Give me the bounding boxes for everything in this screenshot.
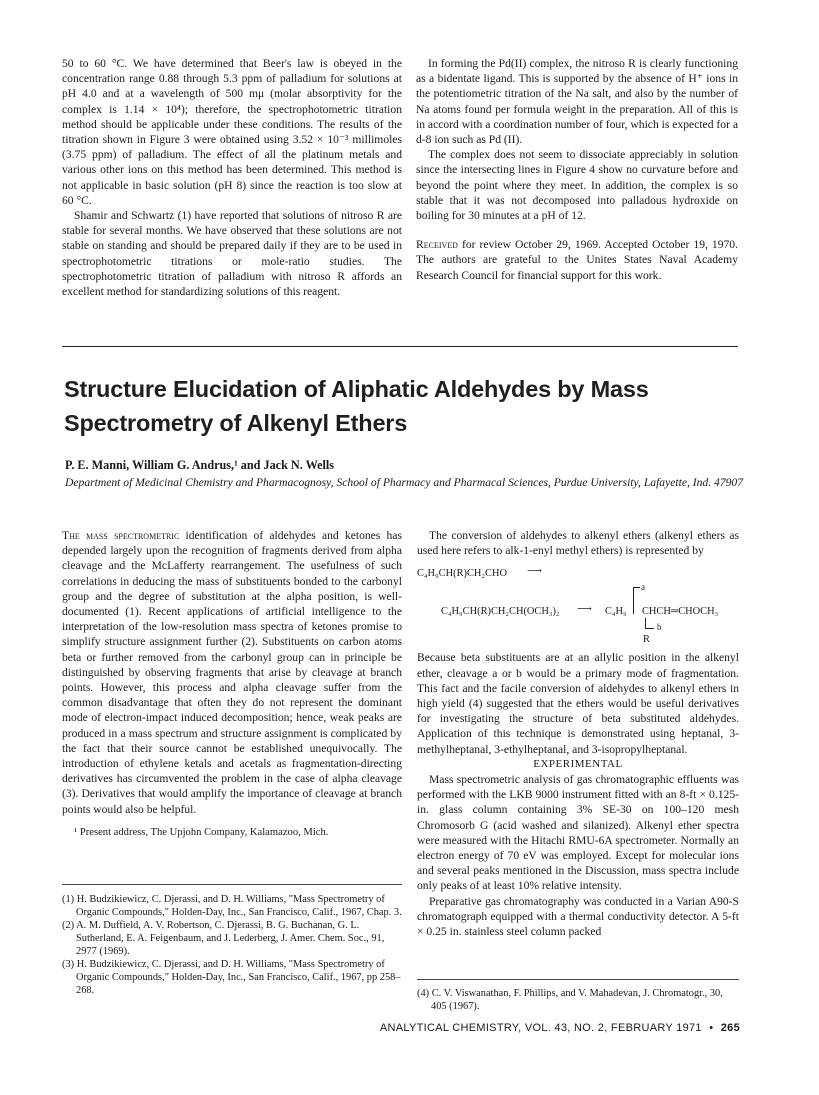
scheme-alkenyl-ether: CHCH═CHOCH₃ (642, 606, 719, 618)
scheme-arrow: ⟶ (577, 604, 592, 616)
paragraph: Because beta substituents are at an allylic position in the alkenyl ether, cleavage a or b would be a primary mode of fragmentation. This fact and the facile conversion of aldehydes to alkenyl ethers in high yield (4) suggested that the ethers would be useful derivatives for investigating the structure of beta substituted aldehydes. Application of this technique is demonstrated using heptanal, 3-methylheptanal, 3-ethylheptanal, and 3-isopropylheptanal. (417, 651, 739, 756)
received-text: for review October 29, 1969. Accepted October 19, 1970. The authors are grateful to the Unites States Naval Academy Research Council for financial support for this work. (416, 238, 738, 282)
references-left (62, 893, 402, 997)
scheme-cleavage-mark-b (645, 618, 654, 629)
paragraph: The complex does not seem to dissociate appreciably in solution since the intersecting lines in Figure 4 show no curvature before and beyond the point where they meet. In addition, the complex is so stable that it was not decomposed into palladous hydroxide on boiling for 30 minutes at a pH of 12. (416, 148, 738, 223)
received-note (416, 237, 738, 283)
references-rule-left (62, 884, 402, 885)
paragraph: In forming the Pd(II) complex, the nitroso R is clearly functioning as a bidentate ligand. This is supported by the absence of H⁺ ions in the potentiometric titration of the Na salt, and also by the number of Na atoms found per formula weight in the preparation. All of this is in accord with a coordination number of four, which is expected for a d-8 ion such as Pd (II). (416, 57, 738, 147)
scheme-reactant: C₄H₉CH(R)CH₂CHO (417, 568, 507, 580)
footer-bullet: • (709, 1022, 714, 1034)
reference-item: (2) A. M. Duffield, A. V. Robertson, C. Djerassi, B. G. Buchanan, G. L. Sutherland, E. A. Feigenbaum, and J. Lederberg, J. Amer. Chem. Soc., 91, 2977 (1969). (62, 920, 385, 957)
journal-citation: ANALYTICAL CHEMISTRY, VOL. 43, NO. 2, FEBRUARY 1971 (379, 1022, 702, 1034)
scheme-acetal: C₄H₉CH(R)CH₂CH(OCH₃)₂ (441, 606, 560, 618)
section-heading: EXPERIMENTAL (533, 757, 623, 770)
paragraph: Shamir and Schwartz (1) have reported that solutions of nitroso R are stable for several months. We have observed that these solutions are not stable on standing and should be prepared daily if they are to be used in spectrophotometric titrations or mole-ratio studies. The spectrophotometric titration of palladium with nitroso R affords an excellent method for standardizing solutions of this reagent. (62, 209, 402, 299)
scheme-butyl-group: C₄H₉ (605, 606, 627, 618)
page-footer (370, 1022, 740, 1034)
scheme-label-b: b (657, 622, 662, 633)
article-affiliation: Department of Medicinal Chemistry and Pharmacognosy, School of Pharmacy and Pharmacal Sciences, Purdue University, Lafayette, Ind. 47907 (65, 476, 744, 489)
reference-item: (4) C. V. Viswanathan, F. Phillips, and V. Mahadevan, J. Chromatogr., 30, 405 (1967). (417, 988, 723, 1012)
previous-article-right-column (416, 56, 738, 283)
scheme-arrow: ⟶ (527, 566, 542, 578)
scheme-label-a: a (641, 582, 645, 593)
reference-item: (1) H. Budzikiewicz, C. Djerassi, and D. H. Williams, "Mass Spectrometry of Organic Compounds," Holden-Day, Inc., San Francisco, Calif., 1967, Chap. 3. (62, 894, 402, 918)
paragraph: The conversion of aldehydes to alkenyl ethers (alkenyl ethers as used here refers to alk-1-enyl methyl ethers) is represented by (417, 529, 739, 558)
references-rule-right (417, 979, 739, 980)
paragraph: Preparative gas chromatography was conducted in a Varian A90-S chromatograph equipped with a thermal conductivity detector. A 5-ft × 0.25 in. stainless steel column packed (417, 894, 739, 939)
scheme-cleavage-mark-a (633, 587, 640, 614)
article-authors: P. E. Manni, William G. Andrus,¹ and Jack N. Wells (65, 458, 335, 472)
scheme-substituent-r: R (643, 634, 650, 646)
article-separator-rule (62, 346, 738, 347)
paragraph: Mass spectrometric analysis of gas chromatographic effluents was performed with the LKB 9000 instrument fitted with an 8-ft × 0.125-in. glass column containing 3% SE-30 on 100–120 mesh Chromosorb G (acid washed and silanized). Alkenyl ether spectra were measured with the Hitachi RMU-6A spectrometer. Normally an electron energy of 70 eV was employed. Except for molecular ions and several peaks mentioned in the Discussion, mass spectra include only peaks of at least 10% relative intensity. (417, 773, 739, 893)
reaction-scheme (417, 558, 739, 650)
intro-text: identification of aldehydes and ketones has depended largely upon the recognition of fragments derived from alpha cleavage and the McLafferty rearrangement. The usefulness of such correlations in deducing the mass of substituents bonded to the carbonyl group and the degree of substitution at the alpha position, is well-documented (1). Recent applications of artificial intelligence to the interpretation of the low-resolution mass spectra of ketones promise to simplify structure assignment further (2). Substituents on carbon atoms beta or further removed from the carbonyl group can in principle be distinguished by observing fragments that arise by cleavage at branch points. However, this process and alpha cleavage suffer from the common disadvantage that often they do not represent the dominant mode of electron-impact induced decomposition; hence, weak peaks are produced in a mass spectrum and structure assignment is complicated by the fact that their source cannot be established unequivocally. The introduction of ethylene ketals and acetals as fragmentation-directing derivatives has circumvented the problem in the case of alpha cleavage (3). Derivatives that would amplify the importance of cleavage at branch points would also be helpful. (62, 529, 402, 816)
received-label: Received (416, 238, 458, 252)
author-footnote: ¹ Present address, The Upjohn Company, Kalamazoo, Mich. (74, 826, 329, 838)
intro-paragraph (62, 528, 402, 817)
article-right-column (417, 528, 739, 939)
page-number: 265 (720, 1022, 740, 1034)
article-left-column (62, 528, 402, 839)
paragraph: 50 to 60 °C. We have determined that Beer's law is obeyed in the concentration range 0.88 through 5.3 ppm of palladium for solutions at pH 4.0 and at a wavelength of 500 mμ (molar absorptivity for the complex is 1.14 × 10⁴); therefore, the spectrophotometric titration method should be applicable under these conditions. The results of the titration shown in Figure 3 were obtained using 3.52 × 10⁻³ millimoles (3.75 ppm) of palladium. The effect of all the platinum metals and various other ions on this method has been determined. This method is not applicable in basic solution (pH 8) since the reaction is too slow at 60 °C. (62, 57, 402, 207)
article-title: Structure Elucidation of Aliphatic Aldehydes by Mass Spectrometry of Alkenyl Ethers (64, 376, 649, 436)
reference-item: (3) H. Budzikiewicz, C. Djerassi, and D. H. Williams, "Mass Spectrometry of Organic Compounds," Holden-Day, Inc., San Francisco, Calif., 1967, pp 258–268. (62, 959, 401, 996)
references-right (417, 987, 739, 1013)
previous-article-left-column (62, 56, 402, 299)
intro-lead: The mass spectrometric (62, 529, 180, 542)
